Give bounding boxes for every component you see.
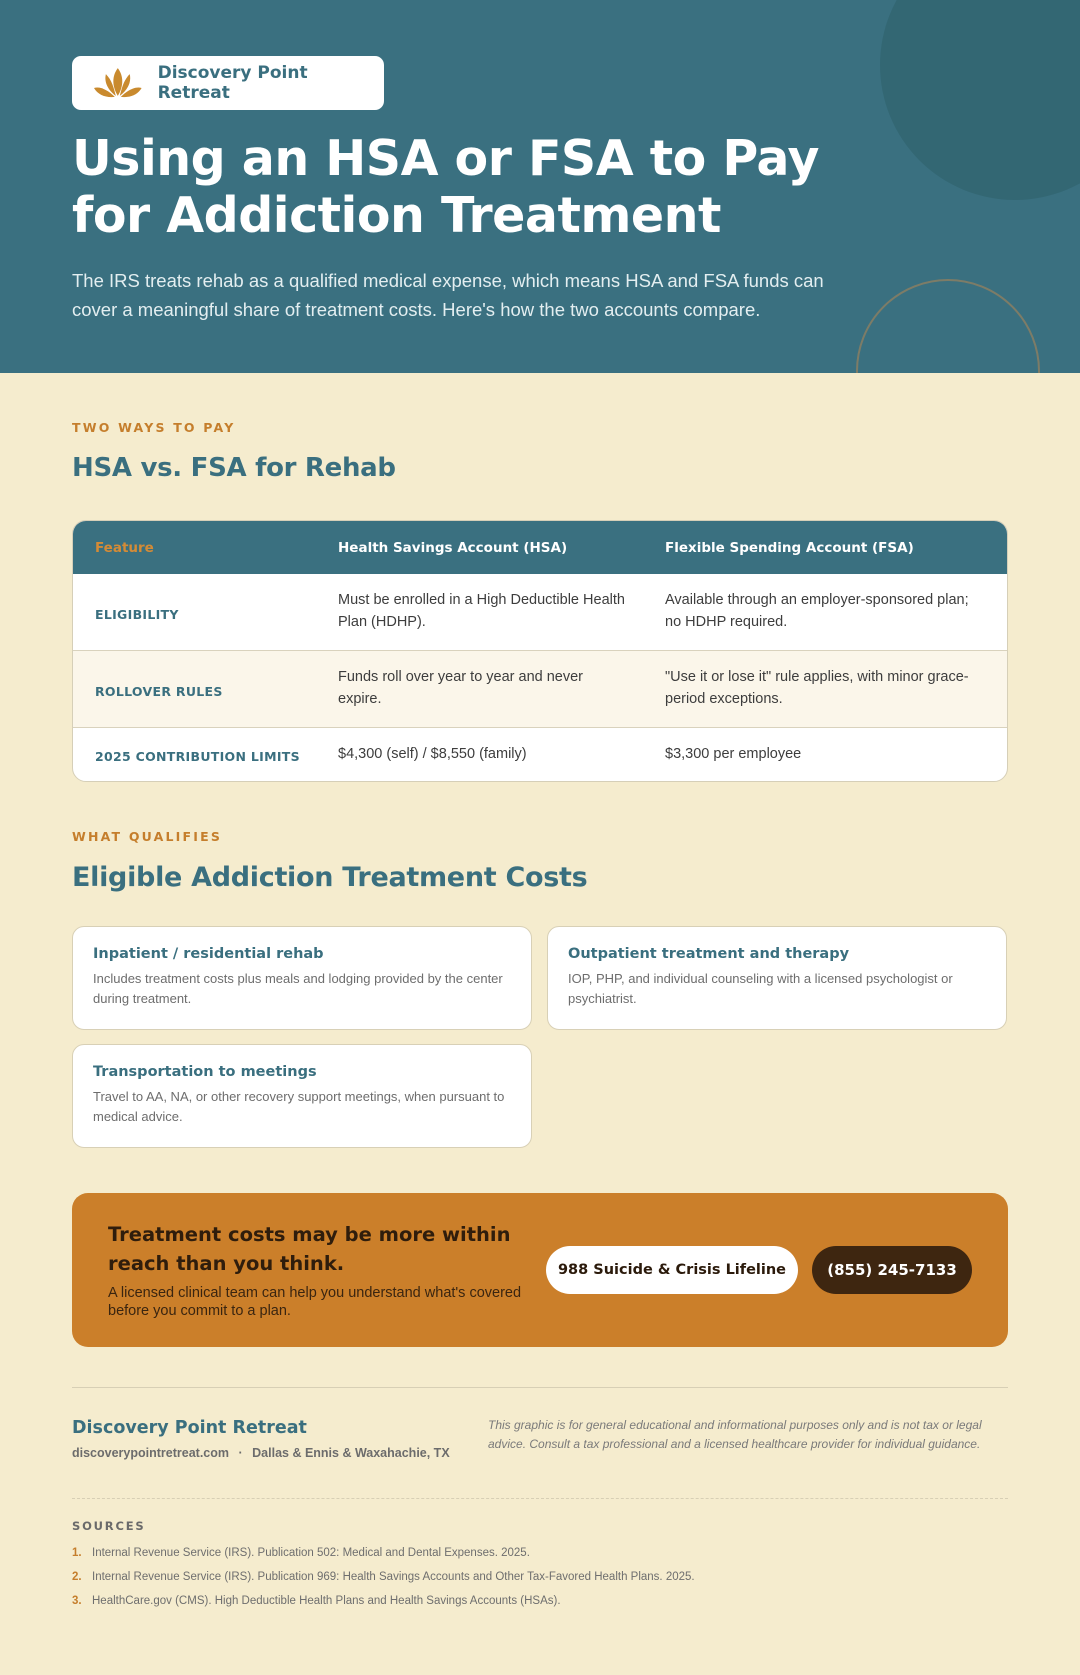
footer-divider (72, 1387, 1008, 1388)
header-hsa: Health Savings Account (HSA) (338, 540, 568, 556)
eligible-card-outpatient (547, 926, 1007, 1030)
eligible-card-inpatient (72, 926, 532, 1030)
source-text: Internal Revenue Service (IRS). Publication 502: Medical and Dental Expenses. 2025. (92, 1547, 530, 1559)
row-fsa: Available through an employer-sponsored plan; no HDHP required. (665, 592, 969, 630)
disclaimer: This graphic is for general educational and informational purposes only and is not tax or legal advice. Consult a tax professional and a licensed healthcare provider for individual guidance. (488, 1418, 982, 1451)
header-feature: Feature (95, 540, 154, 556)
locations: Dallas & Ennis & Waxahachie, TX (252, 1446, 450, 1460)
separator-dot: · (238, 1446, 243, 1460)
decorative-ring (856, 279, 1040, 373)
source-item (72, 1571, 695, 1583)
table-header (73, 521, 1008, 574)
hero-header (0, 0, 1080, 373)
card-title: Outpatient treatment and therapy (568, 946, 850, 962)
row-hsa: Funds roll over year to year and never expire. (338, 669, 584, 707)
eligible-title: Eligible Addiction Treatment Costs (72, 862, 588, 893)
source-text: Internal Revenue Service (IRS). Publication 969: Health Savings Accounts and Other Tax-Favored Health Plans. 2025. (92, 1571, 695, 1583)
card-title: Inpatient / residential rehab (93, 946, 324, 962)
row-hsa: $4,300 (self) / $8,550 (family) (338, 746, 527, 762)
lotus-icon (92, 66, 144, 100)
row-feature: ELIGIBILITY (95, 607, 179, 622)
sources-divider (72, 1498, 1008, 1499)
footer-contact (72, 1446, 472, 1461)
website-link[interactable]: discoverypointretreat.com (72, 1446, 229, 1460)
card-title: Transportation to meetings (93, 1064, 317, 1080)
cta-description: A licensed clinical team can help you understand what's covered before you commit to a plan. (108, 1285, 522, 1319)
row-feature: 2025 CONTRIBUTION LIMITS (95, 749, 300, 764)
source-text: HealthCare.gov (CMS). High Deductible Health Plans and Health Savings Accounts (HSAs). (92, 1595, 561, 1607)
source-number: 3. (72, 1595, 82, 1607)
decorative-circle (880, 0, 1080, 200)
sources-heading: SOURCES (72, 1519, 146, 1533)
crisis-lifeline-button[interactable]: 988 Suicide & Crisis Lifeline (546, 1246, 798, 1294)
page-subtitle: The IRS treats rehab as a qualified medical expense, which means HSA and FSA funds can cover a meaningful share of treatment costs. Here's how the two accounts compare. (72, 270, 824, 320)
table-row-limits (73, 727, 1008, 782)
table-row-rollover (73, 650, 1008, 727)
row-hsa: Must be enrolled in a High Deductible Health Plan (HDHP). (338, 592, 625, 630)
card-desc: Travel to AA, NA, or other recovery support meetings, when pursuant to medical advice. (93, 1089, 505, 1124)
header-fsa: Flexible Spending Account (FSA) (665, 540, 914, 556)
page-title: Using an HSA or FSA to Pay for Addiction Treatment (72, 130, 819, 244)
row-fsa: "Use it or lose it" rule applies, with minor grace-period exceptions. (665, 669, 969, 707)
cta-banner (72, 1193, 1008, 1347)
cta-title: Treatment costs may be more within reach than you think. (108, 1223, 511, 1275)
source-item (72, 1547, 530, 1559)
table-row-eligibility (73, 574, 1008, 650)
brand-name: Discovery Point Retreat (157, 63, 308, 103)
source-number: 1. (72, 1547, 82, 1559)
eligible-card-transportation (72, 1044, 532, 1148)
comparison-table (72, 520, 1008, 782)
call-phone-button[interactable]: (855) 245-7133 (812, 1246, 972, 1294)
brand-logo-badge[interactable] (72, 56, 384, 110)
compare-title: HSA vs. FSA for Rehab (72, 453, 396, 483)
footer-brand: Discovery Point Retreat (72, 1418, 307, 1438)
card-desc: IOP, PHP, and individual counseling with a licensed psychologist or psychiatrist. (568, 971, 953, 1006)
row-feature: ROLLOVER RULES (95, 684, 223, 699)
eligible-eyebrow: WHAT QUALIFIES (72, 829, 223, 844)
row-fsa: $3,300 per employee (665, 746, 802, 762)
source-item (72, 1595, 561, 1607)
source-number: 2. (72, 1571, 82, 1583)
card-desc: Includes treatment costs plus meals and lodging provided by the center during treatment. (93, 971, 503, 1006)
compare-eyebrow: TWO WAYS TO PAY (72, 420, 236, 435)
